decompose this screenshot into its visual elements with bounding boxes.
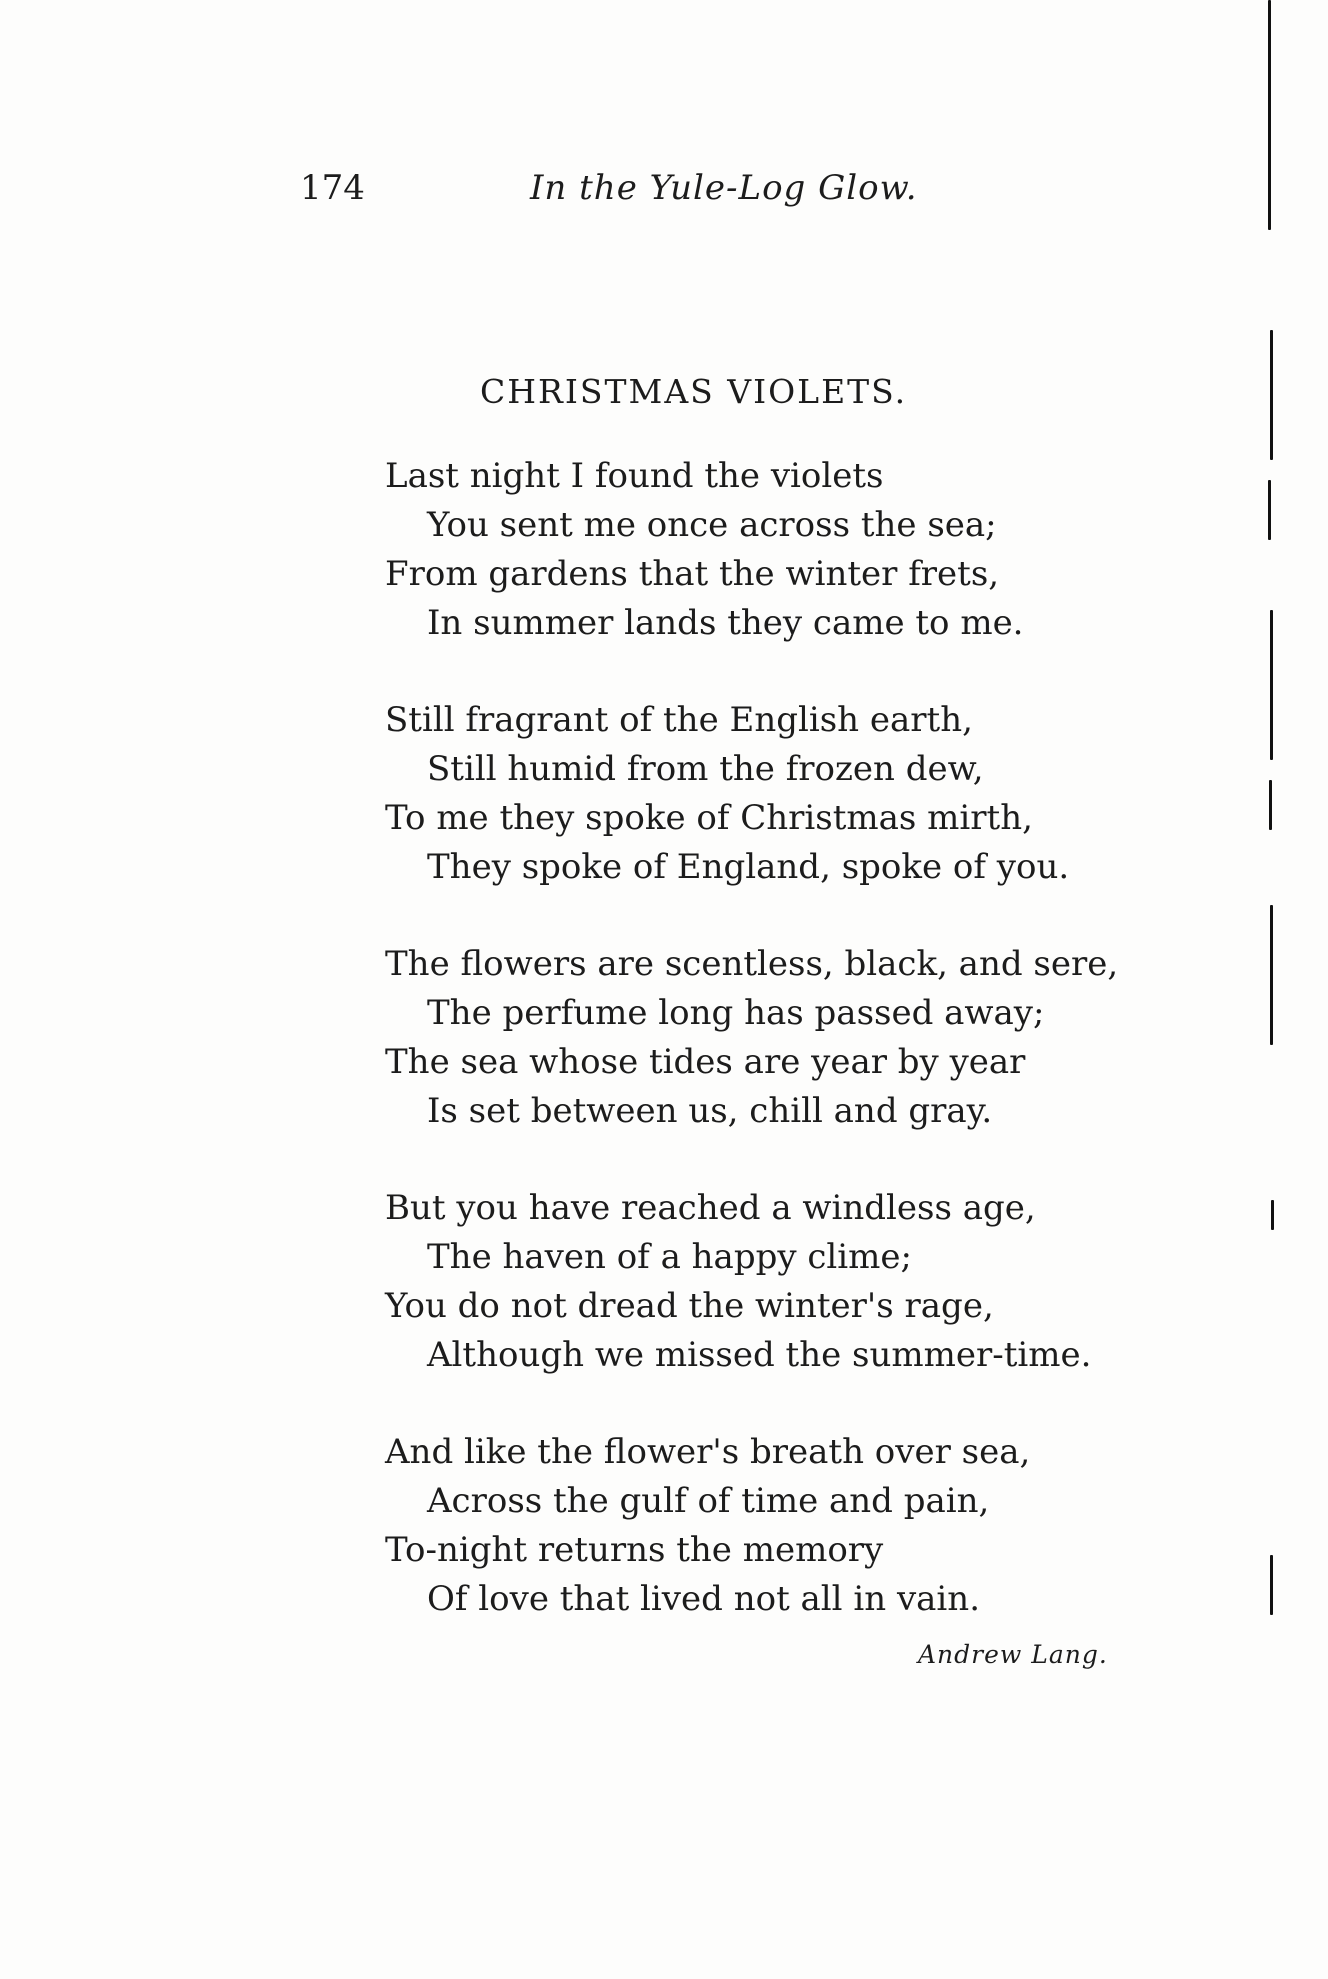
poem-body [385, 452, 1145, 1672]
poem-line: The perfume long has passed away; [427, 993, 1045, 1033]
running-head [300, 168, 1060, 208]
poem-line: Still humid from the frozen dew, [427, 749, 984, 789]
poem-line: And like the flower's breath over sea, [385, 1432, 1031, 1472]
poem-line: In summer lands they came to me. [427, 603, 1024, 643]
poem-line: Across the gulf of time and pain, [427, 1481, 990, 1521]
poem-line: Is set between us, chill and gray. [427, 1091, 993, 1131]
stanza-2 [385, 696, 1145, 892]
page-number: 174 [300, 168, 365, 208]
poem-line: The flowers are scentless, black, and sere, [385, 944, 1119, 984]
scan-edge-mark [1271, 1200, 1274, 1230]
stanza-3 [385, 940, 1145, 1136]
poem-author: Andrew Lang. [918, 1640, 1108, 1669]
stanza-1 [385, 452, 1145, 648]
stanza-4 [385, 1184, 1145, 1380]
poem-line: Last night I found the violets [385, 456, 884, 496]
poem-line: They spoke of England, spoke of you. [427, 847, 1070, 887]
poem-title: CHRISTMAS VIOLETS. [480, 372, 908, 411]
poem-line: You sent me once across the sea; [427, 505, 997, 545]
scan-edge-mark [1268, 0, 1271, 230]
poem-line: To me they spoke of Christmas mirth, [385, 798, 1033, 838]
scan-edge-mark [1270, 330, 1273, 460]
poem-line: Of love that lived not all in vain. [427, 1579, 980, 1619]
poem-line: The sea whose tides are year by year [385, 1042, 1026, 1082]
scan-edge-mark [1268, 480, 1271, 540]
scan-edge-mark [1270, 1555, 1273, 1615]
poem-line: Although we missed the summer-time. [427, 1335, 1092, 1375]
running-title: In the Yule-Log Glow. [530, 168, 918, 208]
poem-line: Still fragrant of the English earth, [385, 700, 973, 740]
scan-edge-mark [1270, 610, 1273, 760]
poem-line: But you have reached a windless age, [385, 1188, 1036, 1228]
poem-line: The haven of a happy clime; [427, 1237, 912, 1277]
poem-line: From gardens that the winter frets, [385, 554, 1000, 594]
poem-line: You do not dread the winter's rage, [385, 1286, 994, 1326]
stanza-5 [385, 1428, 1145, 1624]
scan-edge-mark [1270, 905, 1273, 1045]
scan-edge-mark [1269, 780, 1272, 830]
poem-line: To-night returns the memory [385, 1530, 884, 1570]
